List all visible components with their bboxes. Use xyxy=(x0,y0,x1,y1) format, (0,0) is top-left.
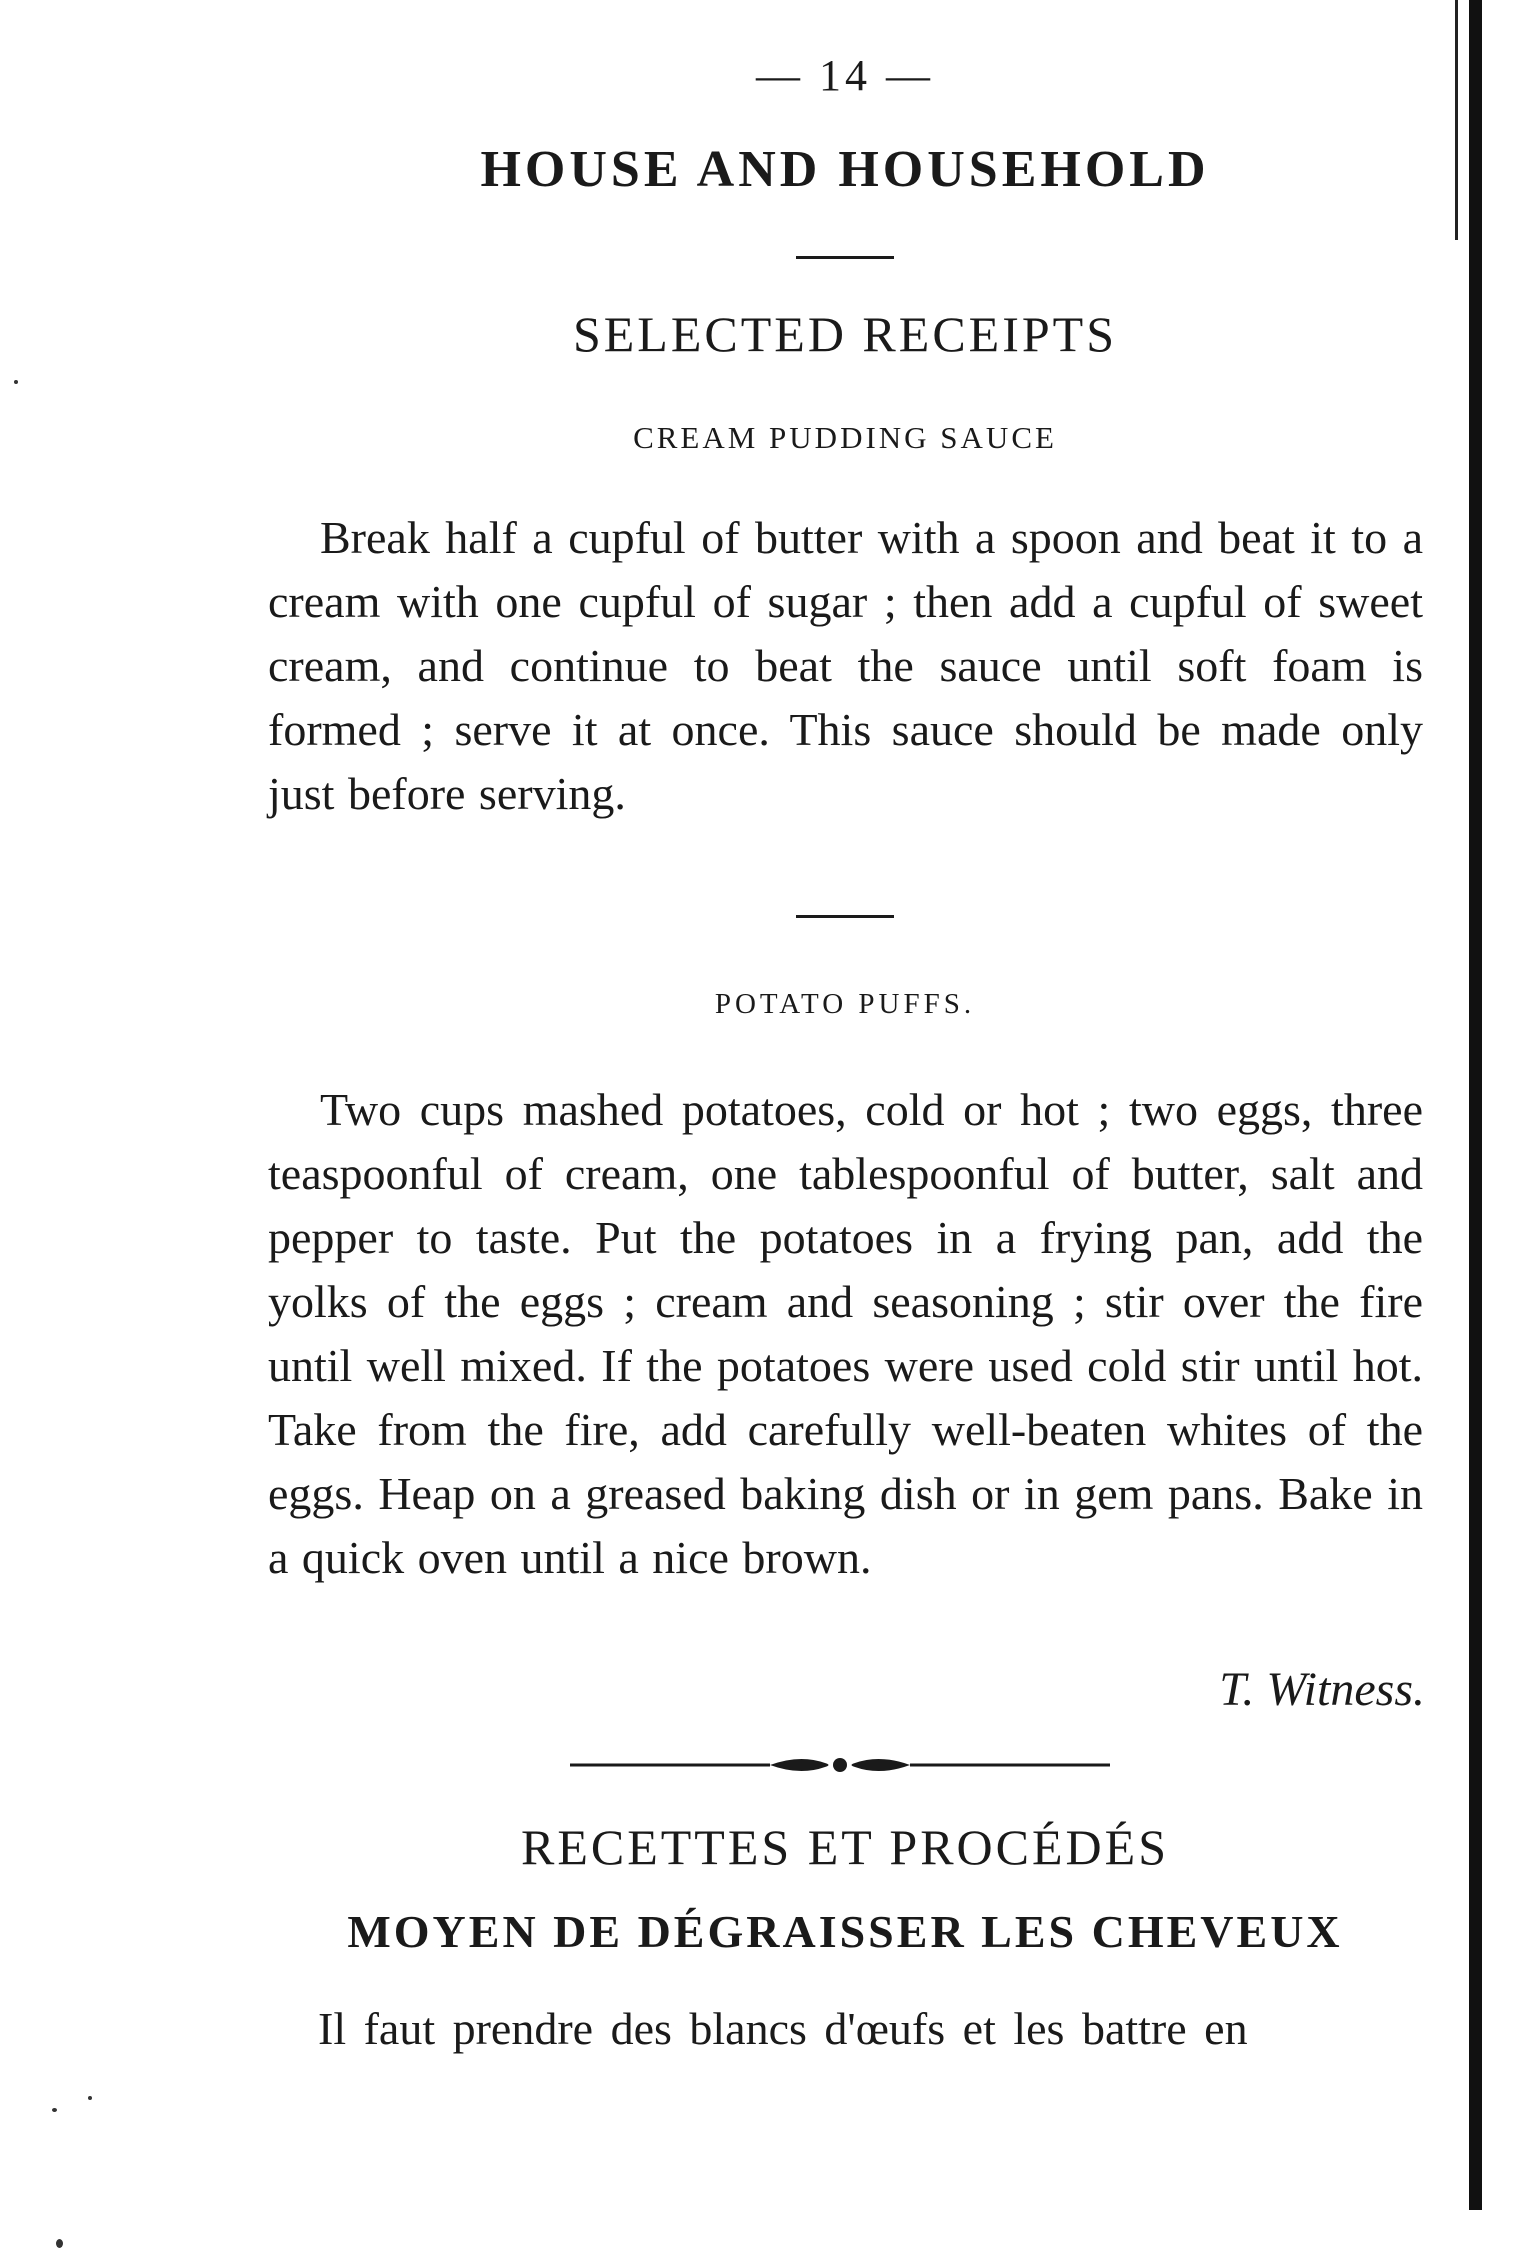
recipe-paragraph: Break half a cupful of butter with a spoon and beat it to a cream with one cupful of sugar ; then add a cupful of sweet cream, and continue to beat the sauce until soft foam is formed ; serve it at once. This sauce should be made only just before serving. xyxy=(268,512,1423,819)
page-number: — 14 — xyxy=(756,51,934,100)
print-speck xyxy=(56,2239,63,2248)
signature-t-witness: T. Witness. xyxy=(1219,1663,1425,1716)
recipe-text-potato-puffs xyxy=(268,1078,1423,1590)
recipe-title-potato-puffs: POTATO PUFFS. xyxy=(714,988,976,1020)
print-speck xyxy=(88,2096,92,2100)
page-edge-rule xyxy=(1469,0,1482,2210)
ornamental-divider xyxy=(570,1750,1110,1780)
french-recipe-title: MOYEN DE DÉGRAISSER LES CHEVEUX xyxy=(347,1906,1343,1957)
page-edge-thin-rule xyxy=(1455,0,1458,240)
french-paragraph: Il faut prendre des blancs d'œufs et les battre en xyxy=(318,2003,1248,2054)
section-heading: SELECTED RECEIPTS xyxy=(572,306,1118,362)
recipe-divider xyxy=(796,915,894,918)
french-section-heading: RECETTES ET PROCÉDÉS xyxy=(520,1819,1169,1875)
recipe-paragraph: Two cups mashed potatoes, cold or hot ; two eggs, three teaspoonful of cream, one tablespoonful of butter, salt and pepper to taste. Put the potatoes in a frying pan, add the yolks of the eggs ; cream and seasoning ; stir over the fire until well mixed. If the potatoes were used cold stir until hot. Take from the fire, add carefully well-beaten whites of the eggs. Heap on a greased baking dish or in gem pans. Bake in a quick oven until a nice brown. xyxy=(268,1084,1423,1583)
recipe-text-cream-pudding-sauce xyxy=(268,506,1423,826)
french-recipe-text xyxy=(268,1997,1423,2061)
page-title: HOUSE AND HOUSEHOLD xyxy=(480,141,1210,198)
print-speck xyxy=(14,380,18,384)
title-divider xyxy=(796,256,894,259)
print-speck xyxy=(52,2108,57,2112)
recipe-title-cream-pudding-sauce: CREAM PUDDING SAUCE xyxy=(633,420,1057,455)
